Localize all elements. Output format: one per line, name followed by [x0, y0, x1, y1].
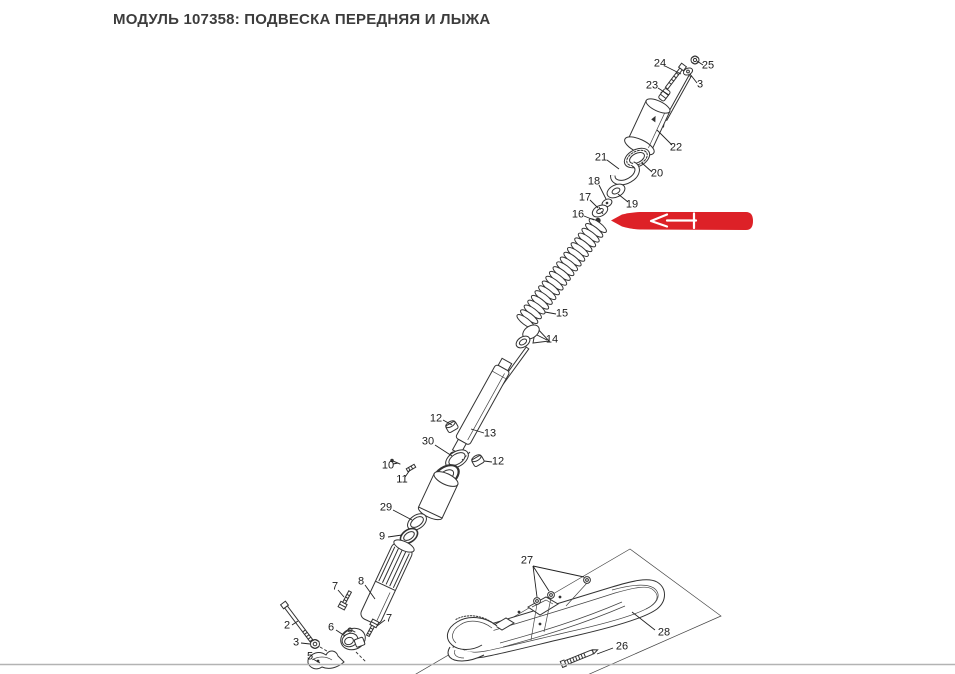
- part-label-21: 21: [594, 151, 608, 164]
- bracket-6: [338, 625, 369, 653]
- part-label-29: 29: [379, 501, 393, 514]
- part-label-7: 7: [331, 580, 339, 593]
- part-label-16: 16: [571, 208, 585, 221]
- part-label-18: 18: [587, 175, 601, 188]
- part-label-7: 7: [385, 612, 393, 625]
- part-label-23: 23: [645, 79, 659, 92]
- part-label-25: 25: [701, 59, 715, 72]
- bolt-27a-icon: [534, 598, 541, 605]
- part-label-12: 12: [429, 412, 443, 425]
- part-label-5: 5: [306, 650, 314, 663]
- part-label-6: 6: [327, 621, 335, 634]
- bolt-7-right: [365, 619, 379, 637]
- part-label-24: 24: [653, 57, 667, 70]
- part-label-27: 27: [520, 554, 534, 567]
- part-label-10: 10: [381, 459, 395, 472]
- cylinder-22: [622, 95, 674, 159]
- part-label-2: 2: [283, 619, 291, 632]
- part-label-17: 17: [578, 191, 592, 204]
- red-arrow-highlight: [611, 212, 753, 230]
- part-label-9: 9: [378, 530, 386, 543]
- nut-3-lower: [311, 640, 320, 649]
- part-label-11: 11: [396, 473, 408, 486]
- part-label-14: 14: [545, 333, 559, 346]
- page-title: МОДУЛЬ 107358: ПОДВЕСКА ПЕРЕДНЯЯ И ЛЫЖА: [113, 11, 491, 28]
- shock-absorber-13: [445, 357, 514, 464]
- part-label-22: 22: [669, 141, 683, 154]
- part-label-3: 3: [696, 78, 704, 91]
- bolt-27b-icon: [548, 592, 555, 599]
- part-label-8: 8: [357, 575, 365, 588]
- part-label-20: 20: [650, 167, 664, 180]
- bushing-12-upper: [444, 419, 458, 433]
- part-label-19: 19: [625, 198, 639, 211]
- part-label-26: 26: [615, 640, 629, 653]
- part-label-30: 30: [421, 435, 435, 448]
- part-label-3: 3: [292, 636, 300, 649]
- ski-stop-5: [308, 651, 344, 669]
- pin-11: [406, 464, 415, 471]
- bolt-27c-icon: [584, 577, 591, 584]
- part-label-15: 15: [555, 307, 569, 320]
- part-label-28: 28: [657, 626, 671, 639]
- bushing-12-lower: [470, 453, 484, 467]
- spring-seat-14: [514, 322, 549, 350]
- upper-nut-25: [691, 56, 699, 64]
- part-label-12: 12: [491, 455, 505, 468]
- part-label-13: 13: [483, 427, 497, 440]
